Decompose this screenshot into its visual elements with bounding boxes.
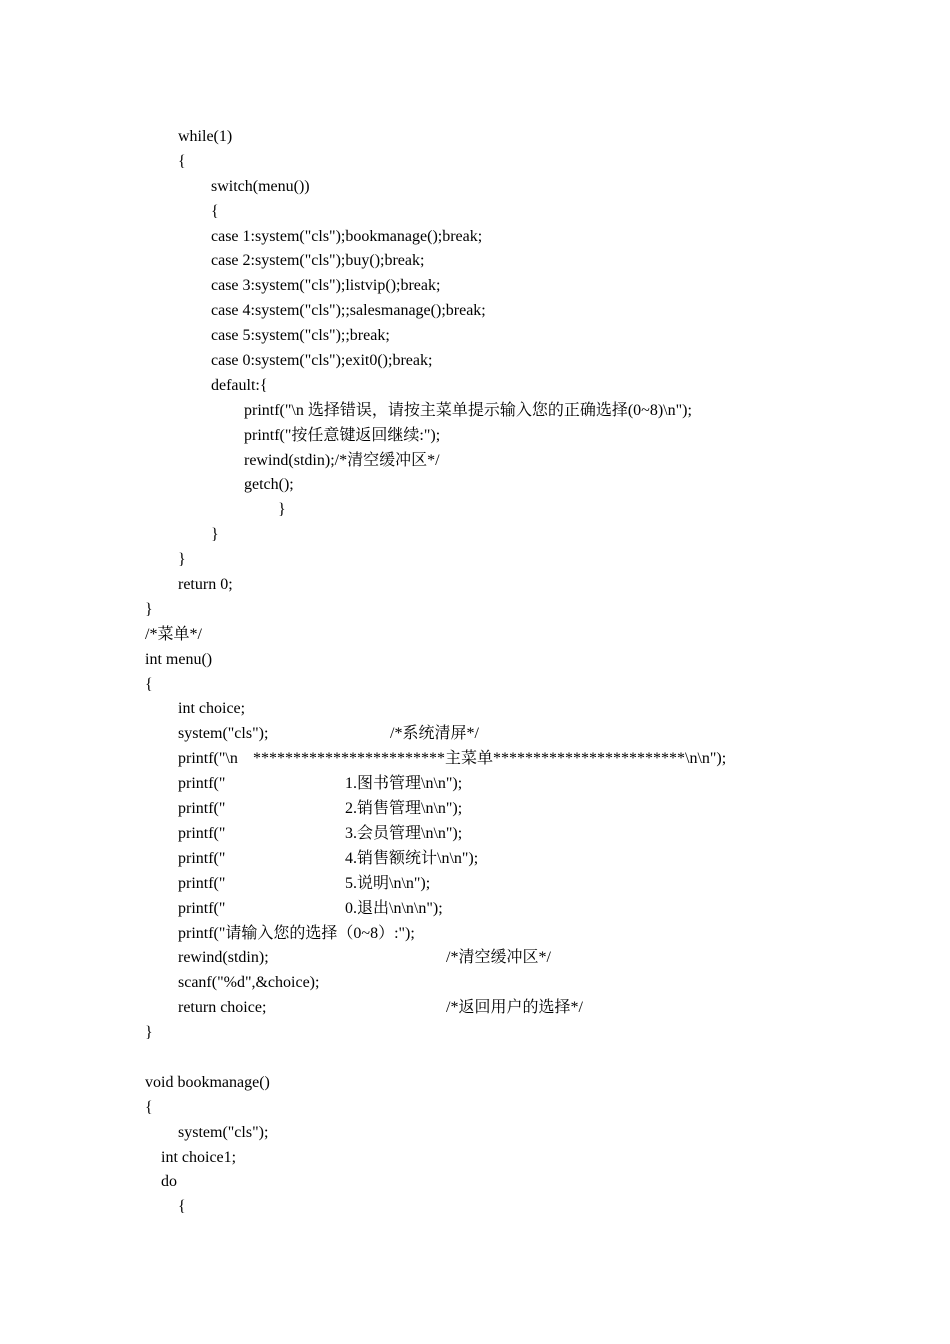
code-line [0,1146,950,1171]
code-text: case 3:system("cls");listvip();break; [211,277,441,295]
code-line [0,1071,950,1096]
code-line [0,324,950,349]
code-line [0,872,950,897]
code-line [0,399,950,424]
code-listing [0,125,950,1220]
code-text-continued: /*返回用户的选择*/ [446,999,583,1017]
code-text: void bookmanage() [145,1073,270,1091]
code-line [0,772,950,797]
code-text: } [178,551,186,569]
code-text: } [211,526,219,544]
code-line [0,498,950,523]
code-text: case 5:system("cls");;break; [211,327,390,345]
code-text: } [145,1024,153,1042]
code-text: rewind(stdin);/*清空缓冲区*/ [244,451,440,469]
code-text: printf(" [178,849,226,867]
code-line [0,697,950,722]
code-line [0,125,950,150]
code-line [0,922,950,947]
code-text-continued: 1.图书管理\n\n"); [345,775,463,793]
code-line [0,1170,950,1195]
code-text: printf(" [178,899,226,917]
code-line [0,722,950,747]
code-text: switch(menu()) [211,177,310,195]
code-line [0,274,950,299]
code-text: case 1:system("cls");bookmanage();break; [211,227,483,245]
code-text: /*菜单*/ [145,625,202,643]
code-text: printf(" [178,775,226,793]
code-line [0,449,950,474]
code-text: scanf("%d",&choice); [178,974,320,992]
code-text: printf(" [178,874,226,892]
code-line [0,1021,950,1046]
code-text-continued: 0.退出\n\n\n"); [345,899,443,917]
code-text-continued: /*系统清屏*/ [390,725,479,743]
code-text: printf("\n [178,750,238,768]
code-text: rewind(stdin); [178,949,269,967]
code-text-continued: 5.说明\n\n"); [345,874,431,892]
code-line [0,1096,950,1121]
code-text: printf("请输入您的选择（0~8）:"); [178,924,415,942]
code-line [0,971,950,996]
code-text: system("cls"); [178,1123,269,1141]
code-text: printf(" [178,800,226,818]
code-line [0,648,950,673]
code-text: default:{ [211,376,268,394]
code-text: int choice1; [161,1148,237,1166]
code-text-continued: /*清空缓冲区*/ [446,949,551,967]
code-text: system("cls"); [178,725,269,743]
code-line [0,946,950,971]
code-text: { [211,202,219,220]
code-line [0,299,950,324]
code-line [0,1195,950,1220]
code-line [0,1121,950,1146]
code-line [0,747,950,772]
code-line [0,150,950,175]
code-text: getch(); [244,476,294,494]
code-text-continued: 3.会员管理\n\n"); [345,824,463,842]
code-line [0,249,950,274]
code-text: { [178,152,186,170]
code-text: } [145,600,153,618]
code-line [0,200,950,225]
code-line [0,797,950,822]
code-line [0,473,950,498]
code-text: printf(" [178,824,226,842]
code-text: int menu() [145,650,213,668]
code-line [0,349,950,374]
code-text: case 2:system("cls");buy();break; [211,252,425,270]
code-text: { [145,675,153,693]
code-line [0,548,950,573]
code-line [0,822,950,847]
code-text: do [161,1173,177,1191]
code-line [0,523,950,548]
code-text: { [178,1198,186,1216]
code-text: printf("按任意键返回继续:"); [244,426,441,444]
code-text: int choice; [178,700,246,718]
code-line [0,1046,950,1071]
code-text-continued: 4.销售额统计\n\n"); [345,849,479,867]
code-text: while(1) [178,128,233,145]
code-line [0,996,950,1021]
code-text: } [278,501,286,519]
code-line [0,623,950,648]
code-line [0,175,950,200]
code-line [0,225,950,250]
code-line [0,673,950,698]
code-text-continued: 2.销售管理\n\n"); [345,800,463,818]
code-line [0,374,950,399]
code-line [0,847,950,872]
code-line [0,573,950,598]
code-text: { [145,1098,153,1116]
code-text-continued: ************************主菜单************************\n\n"); [253,750,727,768]
code-line [0,424,950,449]
code-line [0,897,950,922]
code-text: case 0:system("cls");exit0();break; [211,352,433,370]
code-text: printf("\n 选择错误，请按主菜单提示输入您的正确选择(0~8)\n"); [244,401,692,419]
code-text: return choice; [178,999,267,1017]
code-text: case 4:system("cls");;salesmanage();break; [211,302,486,320]
code-text: return 0; [178,576,233,594]
code-line [0,598,950,623]
